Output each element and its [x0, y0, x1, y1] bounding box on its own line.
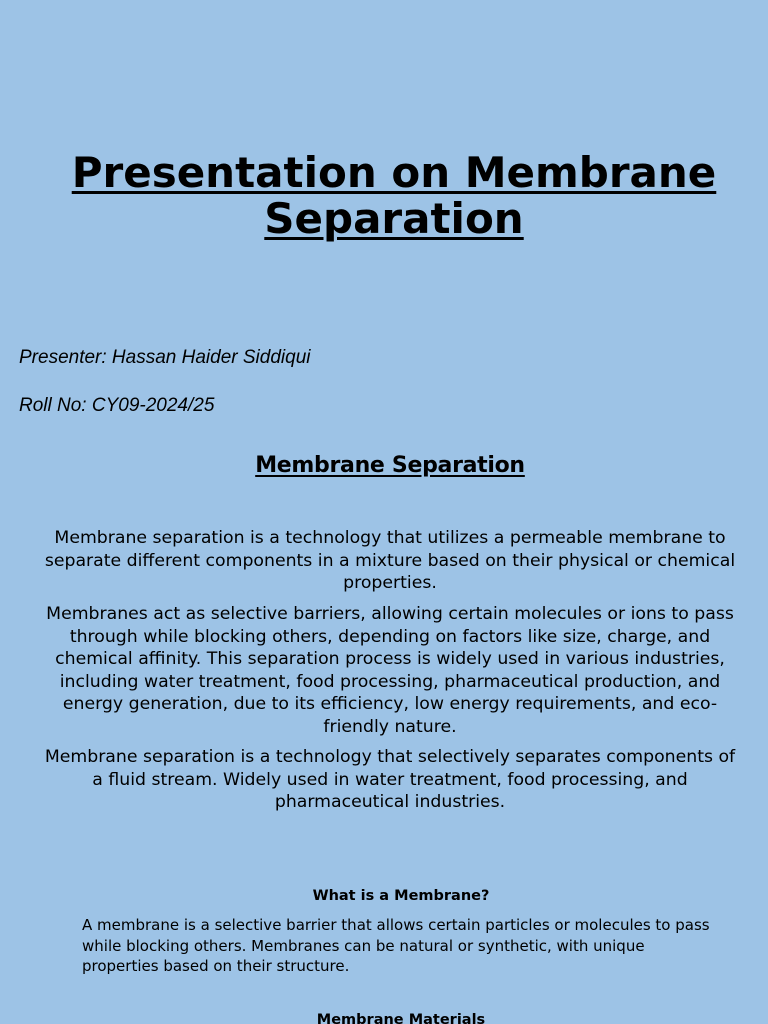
what-is-membrane-heading: What is a Membrane?	[312, 888, 490, 904]
summary-paragraph: Membrane separation is a technology that selectively separates components of a fluid stream. Widely used in water treatment, food processing, and pharmaceutical industries.	[44, 747, 736, 812]
section-heading: Membrane Separation	[255, 453, 525, 478]
selective-barrier-paragraph: Membranes act as selective barriers, allowing certain molecules or ions to pass through while blocking others, depending on factors like size, charge, and chemical affinity. This separation process is widely used in various industries, including water treatment, food processing, pharmaceutical production, and energy generation, due to its efficiency, low energy requirements, and eco-friendly nature.	[46, 604, 734, 737]
intro-paragraph: Membrane separation is a technology that utilizes a permeable membrane to separate different components in a mixture based on their physical or chemical properties.	[44, 528, 736, 593]
page-title: Presentation on Membrane Separation	[71, 148, 717, 243]
what-is-membrane-text: A membrane is a selective barrier that allows certain particles or molecules to pass while blocking others. Membranes can be natural or synthetic, with unique properties based on their structure.	[82, 916, 710, 975]
presenter-line: Presenter: Hassan Haider Siddiqui	[19, 347, 311, 368]
membrane-materials-heading: Membrane Materials	[316, 1012, 486, 1024]
roll-number-line: Roll No: CY09-2024/25	[19, 395, 215, 416]
